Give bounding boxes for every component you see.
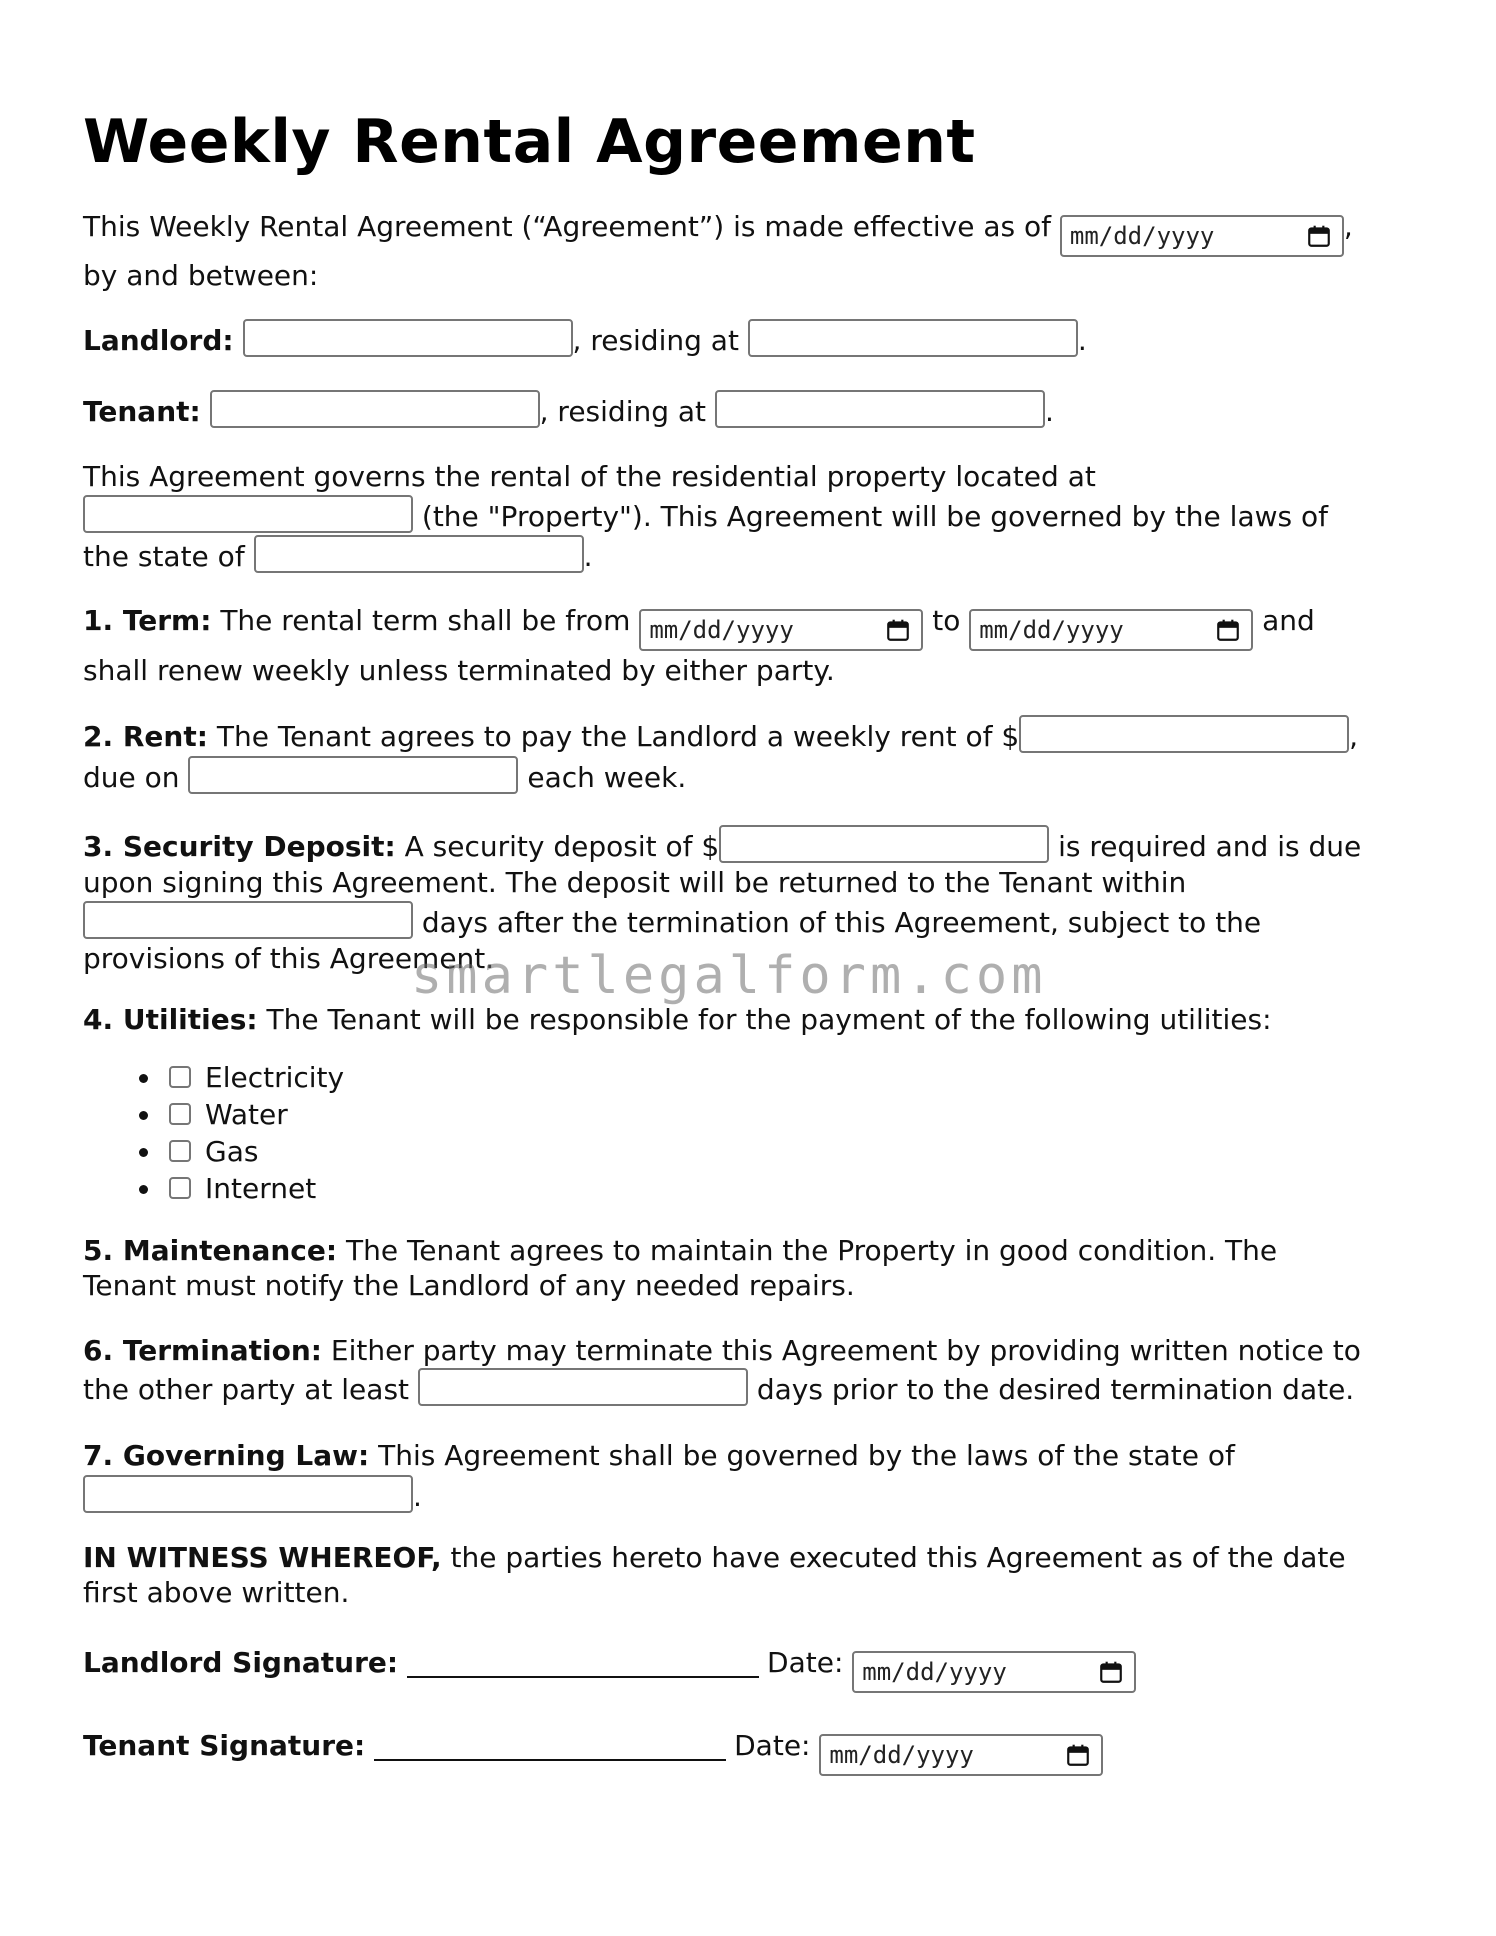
rent-due-on: due on bbox=[83, 761, 180, 794]
rent-due-day-input[interactable] bbox=[188, 756, 518, 794]
utility-label: Electricity bbox=[205, 1061, 345, 1094]
calendar-icon bbox=[1065, 1742, 1091, 1768]
tenant-signature-row bbox=[83, 1725, 1423, 1776]
water-checkbox[interactable] bbox=[169, 1103, 191, 1125]
governing-law-section bbox=[83, 1437, 1423, 1516]
term-and: and bbox=[1262, 604, 1315, 637]
deposit-text-5: provisions of this Agreement. bbox=[83, 942, 495, 975]
landlord-signature-row bbox=[83, 1642, 1423, 1693]
utilities-label: 4. Utilities: bbox=[83, 1003, 258, 1036]
list-item bbox=[163, 1170, 1423, 1207]
landlord-line-end: . bbox=[1077, 324, 1087, 357]
rent-amount-input[interactable] bbox=[1019, 715, 1349, 753]
term-start-date-input[interactable] bbox=[639, 609, 923, 651]
intro-comma: , bbox=[1343, 210, 1353, 243]
intro-text: This Weekly Rental Agreement (“Agreement”) is made effective as of bbox=[83, 210, 1051, 243]
tenant-name-input[interactable] bbox=[210, 390, 540, 428]
term-section bbox=[83, 601, 1423, 691]
witness-text-2: first above written. bbox=[83, 1576, 350, 1609]
maintenance-text-2: Tenant must notify the Landlord of any needed repairs. bbox=[83, 1269, 855, 1302]
intro-paragraph bbox=[83, 208, 1423, 295]
termination-notice-days-input[interactable] bbox=[418, 1368, 748, 1406]
utility-label: Gas bbox=[205, 1135, 259, 1168]
calendar-icon bbox=[885, 617, 911, 643]
tenant-signature-line[interactable] bbox=[374, 1731, 726, 1761]
page-title: Weekly Rental Agreement bbox=[83, 107, 976, 177]
calendar-icon bbox=[1098, 1659, 1124, 1685]
utility-label: Water bbox=[205, 1098, 288, 1131]
governing-law-label: 7. Governing Law: bbox=[83, 1439, 370, 1472]
rent-each-week: each week. bbox=[527, 761, 687, 794]
landlord-line bbox=[83, 319, 1423, 360]
property-text-2: (the "Property"). This Agreement will be governed by the laws of bbox=[421, 500, 1328, 533]
landlord-signature-label: Landlord Signature: bbox=[83, 1646, 399, 1679]
term-text-2: shall renew weekly unless terminated by either party. bbox=[83, 654, 835, 687]
utilities-section bbox=[83, 1001, 1423, 1039]
deposit-label: 3. Security Deposit: bbox=[83, 830, 396, 863]
list-item bbox=[163, 1059, 1423, 1096]
utility-label: Internet bbox=[205, 1172, 317, 1205]
landlord-address-input[interactable] bbox=[748, 319, 1078, 357]
internet-checkbox[interactable] bbox=[169, 1177, 191, 1199]
deposit-text-1: A security deposit of $ bbox=[404, 830, 720, 863]
deposit-amount-input[interactable] bbox=[719, 825, 1049, 863]
governing-law-end: . bbox=[413, 1480, 422, 1513]
list-item bbox=[163, 1096, 1423, 1133]
deposit-text-4: days after the termination of this Agreement, subject to the bbox=[421, 906, 1262, 939]
term-to: to bbox=[932, 604, 961, 637]
tenant-line-end: . bbox=[1044, 395, 1054, 428]
witness-text-1: the parties hereto have executed this Agreement as of the date bbox=[450, 1541, 1346, 1574]
rent-section bbox=[83, 715, 1423, 797]
date-placeholder: mm/dd/yyyy bbox=[979, 616, 1124, 644]
termination-label: 6. Termination: bbox=[83, 1334, 322, 1367]
landlord-name-input[interactable] bbox=[243, 319, 573, 357]
termination-text-2: the other party at least bbox=[83, 1373, 410, 1406]
term-text-1: The rental term shall be from bbox=[220, 604, 631, 637]
witness-label: IN WITNESS WHEREOF, bbox=[83, 1541, 442, 1574]
utilities-text: The Tenant will be responsible for the payment of the following utilities: bbox=[266, 1003, 1272, 1036]
landlord-signature-line[interactable] bbox=[407, 1648, 759, 1678]
term-label: 1. Term: bbox=[83, 604, 212, 637]
governing-law-state-input[interactable] bbox=[83, 1475, 413, 1513]
deposit-return-days-input[interactable] bbox=[83, 901, 413, 939]
witness-section bbox=[83, 1540, 1423, 1610]
rent-comma: , bbox=[1349, 720, 1359, 753]
tenant-label: Tenant: bbox=[83, 395, 201, 428]
date-label: Date: bbox=[734, 1729, 811, 1762]
property-paragraph bbox=[83, 459, 1423, 575]
governing-law-text: This Agreement shall be governed by the laws of the state of bbox=[378, 1439, 1235, 1472]
term-end-date-input[interactable] bbox=[969, 609, 1253, 651]
tenant-signature-label: Tenant Signature: bbox=[83, 1729, 366, 1762]
tenant-signature-date-input[interactable] bbox=[819, 1734, 1103, 1776]
list-item bbox=[163, 1133, 1423, 1170]
property-address-input[interactable] bbox=[83, 495, 413, 533]
agreement-document bbox=[83, 100, 1423, 1776]
maintenance-label: 5. Maintenance: bbox=[83, 1234, 338, 1267]
gas-checkbox[interactable] bbox=[169, 1140, 191, 1162]
maintenance-text-1: The Tenant agrees to maintain the Property in good condition. The bbox=[345, 1234, 1278, 1267]
date-placeholder: mm/dd/yyyy bbox=[1069, 222, 1215, 250]
intro-text-2: by and between: bbox=[83, 259, 319, 292]
rent-text-1: The Tenant agrees to pay the Landlord a weekly rent of $ bbox=[216, 720, 1020, 753]
termination-text-1: Either party may terminate this Agreement by providing written notice to bbox=[330, 1334, 1361, 1367]
watermark: smartlegalform.com bbox=[411, 946, 1047, 1006]
tenant-line bbox=[83, 390, 1423, 431]
termination-text-3: days prior to the desired termination date. bbox=[756, 1373, 1355, 1406]
date-placeholder: mm/dd/yyyy bbox=[829, 1741, 974, 1769]
utilities-list bbox=[83, 1059, 1423, 1207]
tenant-residing-text: , residing at bbox=[539, 395, 707, 428]
date-placeholder: mm/dd/yyyy bbox=[862, 1658, 1007, 1686]
property-state-input[interactable] bbox=[254, 535, 584, 573]
rent-label: 2. Rent: bbox=[83, 720, 208, 753]
calendar-icon bbox=[1215, 617, 1241, 643]
landlord-signature-date-input[interactable] bbox=[852, 1651, 1136, 1693]
maintenance-section bbox=[83, 1233, 1423, 1303]
termination-section bbox=[83, 1333, 1423, 1407]
tenant-address-input[interactable] bbox=[715, 390, 1045, 428]
electricity-checkbox[interactable] bbox=[169, 1066, 191, 1088]
property-end: . bbox=[583, 540, 593, 573]
deposit-text-2: is required and is due bbox=[1058, 830, 1362, 863]
landlord-residing-text: , residing at bbox=[572, 324, 739, 357]
deposit-text-3: upon signing this Agreement. The deposit will be returned to the Tenant within bbox=[83, 866, 1187, 899]
date-placeholder: mm/dd/yyyy bbox=[649, 616, 794, 644]
calendar-icon bbox=[1306, 223, 1332, 249]
effective-date-input[interactable] bbox=[1060, 215, 1344, 257]
property-text-3: the state of bbox=[83, 540, 245, 573]
landlord-label: Landlord: bbox=[83, 324, 234, 357]
property-text-1: This Agreement governs the rental of the residential property located at bbox=[83, 460, 1096, 493]
date-label: Date: bbox=[767, 1646, 844, 1679]
